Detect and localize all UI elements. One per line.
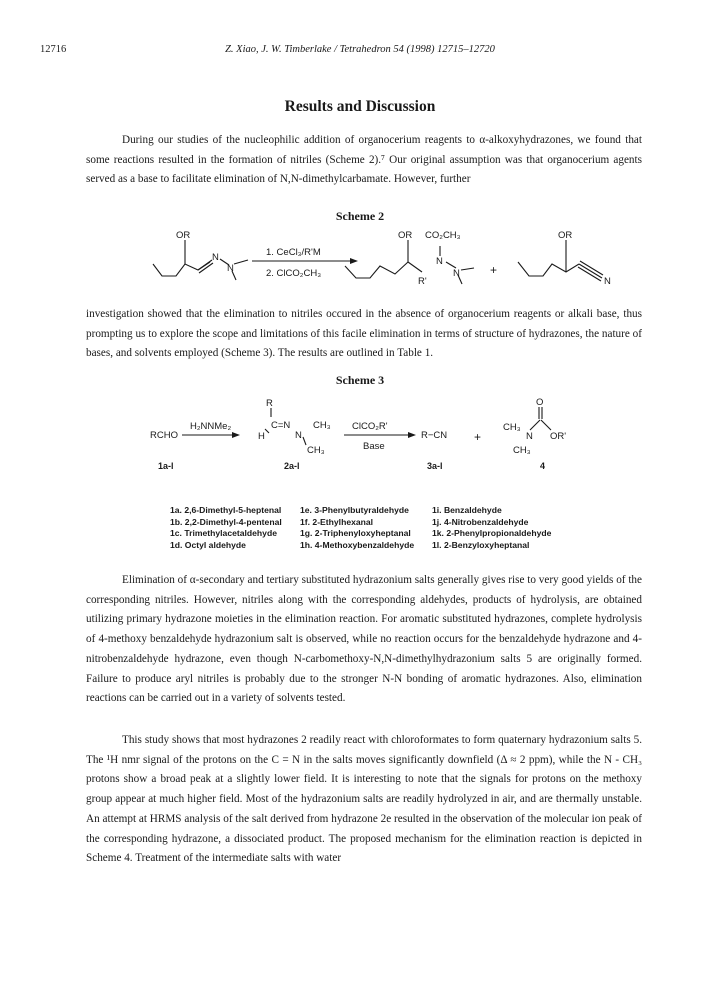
legend-item: 1h. 4-Methoxybenzaldehyde [300, 539, 415, 550]
legend-item: 1a. 2,6-Dimethyl-5-heptenal [170, 505, 282, 515]
legend-item: 1e. 3-Phenylbutyraldehyde [300, 505, 409, 515]
product-chain [345, 262, 408, 278]
legend-item: 1l. 2-Benzyloxyheptanal [432, 539, 530, 550]
paragraph-study: This study shows that most hydrazones 2 readily react with chloroformates to form quaternary hydrazonium salts 5. The ¹H nmr signal of the protons on the C = N in the salts moves significantly downfield (Δ ≈ 2 ppm), while the N - CH₃ protons show a broad peak at a slightly lower field. It is interesting to note that the signals for protons on the methoxy group appear at much higher field. Most of the hydrazonium salts are readily hydrolyzed in air, and are thermally unstable. An attempt at HRMS analysis of the salt derived from hydrazone 2e resulted in the observation of the molecular ion peak of the corresponding hydrazone, a dissociated product. The proposed mechanism for the elimination reaction is depicted in Scheme 4. Treatment of the intermediate salts with water [86, 734, 642, 865]
carbamate-o: O [536, 397, 544, 408]
scheme-3-plus: + [474, 430, 482, 444]
carbamate-n: N [526, 431, 533, 442]
legend-item: 1i. Benzaldehyde [432, 505, 502, 515]
legend-column-3 [432, 505, 551, 551]
nitrile-triple-bond-2 [580, 261, 603, 275]
hydrazone-h-bond [265, 429, 269, 433]
scheme-2-n-3: N [436, 256, 443, 267]
scheme-2-n-5: N [604, 276, 611, 287]
scheme-2-co2ch3: CO₂CH₃ [425, 230, 461, 241]
scheme-2-n-2: N [227, 263, 234, 274]
nitrile-triple-bond-1 [579, 264, 602, 278]
scheme-3-diagram [0, 393, 720, 473]
scheme-2-plus: + [490, 263, 498, 277]
scheme-2-reagent-2: 2. ClCO₂CH₃ [266, 268, 322, 279]
scheme-2-n-4: N [453, 268, 460, 279]
scheme-3-reagent-2: ClCO₂R' [352, 421, 388, 432]
legend-column-1 [170, 505, 282, 551]
legend-item: 1c. Trimethylacetaldehyde [170, 528, 277, 538]
legend-item: 1k. 2-Phenylpropionaldehyde [432, 528, 552, 538]
legend-item: 1f. 2-Ethylhexanal [300, 516, 374, 527]
scheme-3-base: Base [363, 441, 385, 452]
reactant-me-bond-1 [234, 260, 248, 264]
legend-column-2 [300, 505, 414, 551]
scheme-2-or-2: OR [398, 230, 413, 241]
scheme-2-arrowhead [350, 258, 358, 264]
scheme-3-arrowhead-2 [408, 432, 416, 438]
scheme-2-diagram [0, 226, 720, 296]
carbamate-cn-bond [530, 420, 540, 430]
scheme-2-n-1: N [212, 252, 219, 263]
scheme-2-title: Scheme 2 [335, 209, 385, 223]
hydrazone-ch3-bottom: CH₃ [307, 445, 325, 456]
running-title: Z. Xiao, J. W. Timberlake / Tetrahedron 54 (1998) 12715–12720 [225, 44, 495, 55]
compound-label-4: 4 [540, 461, 546, 471]
scheme-2-or-1: OR [176, 230, 191, 241]
carbamate-or: OR' [550, 431, 567, 442]
hydrazone-h: H [258, 431, 265, 442]
hydrazone-ch3-top: CH₃ [313, 420, 331, 431]
running-header [40, 44, 680, 60]
compound-label-1: 1a-l [158, 461, 174, 471]
hydrazone-cn: C=N [271, 420, 291, 431]
legend-item: 1b. 2,2-Dimethyl-4-pentenal [170, 516, 282, 527]
nitrile-chain [518, 262, 579, 276]
legend-item: 1g. 2-Triphenyloxyheptanal [300, 528, 411, 538]
scheme-2-r-prime: R' [418, 276, 427, 287]
product-me-bond-1 [461, 268, 474, 270]
legend-item: 1d. Octyl aldehyde [170, 539, 246, 550]
hydrazone-n: N [295, 430, 302, 441]
paragraph-elimination: Elimination of α-secondary and tertiary substituted hydrazonium salts generally gives rise to very good yields of the corresponding nitriles. However, nitriles along with the corresponding aldehydes, products of hydrolysis, are obtained utilizing primary hydrazone moieties in the elimination reaction. For aromatic substituted hydrazones, complete hydrolysis of 4-methoxy benzaldehyde hydrazonium salt is observed, while no reaction occurs for the benzaldehyde hydrazone and 4-nitrobenzaldehyde hydrazone, even though N-carbomethoxy-N,N-dimethylhydrazonium salts 5 are originally formed. Failure to produce aryl nitriles is probably due to the stronger N-N bonding of aromatic hydrazones. Also, elimination reactions can be carried out in a variety of solvents tested. [86, 574, 642, 705]
scheme-3-arrowhead-1 [232, 432, 240, 438]
scheme-2-or-3: OR [558, 230, 573, 241]
hydrazone-ch3-bond [303, 437, 306, 445]
reactant-chain [153, 262, 210, 276]
paragraph-investigation: investigation showed that the elimination to nitriles occured in the absence of organocerium reagents or alkali base, thus prompting us to explore the scope and limitations of this facile elimination in terms of structure of hydrazones, the nature of bases, and solvents employed (Scheme 3). The results are outlined in Table 1. [86, 308, 642, 360]
hydrazone-r: R [266, 398, 273, 409]
scheme-3-title: Scheme 3 [335, 373, 385, 387]
scheme-3-reagent-1: H₂NNMe₂ [190, 421, 232, 432]
carbamate-co-bond-3 [541, 420, 551, 430]
compound-label-3: 3a-l [427, 461, 443, 471]
legend-item: 1j. 4-Nitrobenzaldehyde [432, 516, 529, 527]
nitrile-triple-bond-3 [578, 267, 601, 281]
product-r-bond [408, 262, 422, 272]
page-number: 12716 [40, 44, 67, 55]
compound-label-2: 2a-l [284, 461, 300, 471]
carbamate-ch3-top: CH₃ [503, 422, 521, 433]
scheme-2-reagent-1: 1. CeCl₃/R'M [266, 247, 321, 258]
paragraph-intro: During our studies of the nucleophilic addition of organocerium reagents to α-alkoxyhydrazones, we found that some reactions resulted in the formation of nitriles (Scheme 2).⁷ Our original assumption was that organocerium agents served as a base to facilitate elimination of N,N-dimethylcarbamate. However, further [86, 134, 642, 186]
section-title: Results and Discussion [284, 98, 436, 115]
carbamate-ch3-bottom: CH₃ [513, 445, 531, 456]
scheme-3-rcho: RCHO [150, 430, 178, 441]
scheme-3-nitrile: R−CN [421, 430, 448, 441]
